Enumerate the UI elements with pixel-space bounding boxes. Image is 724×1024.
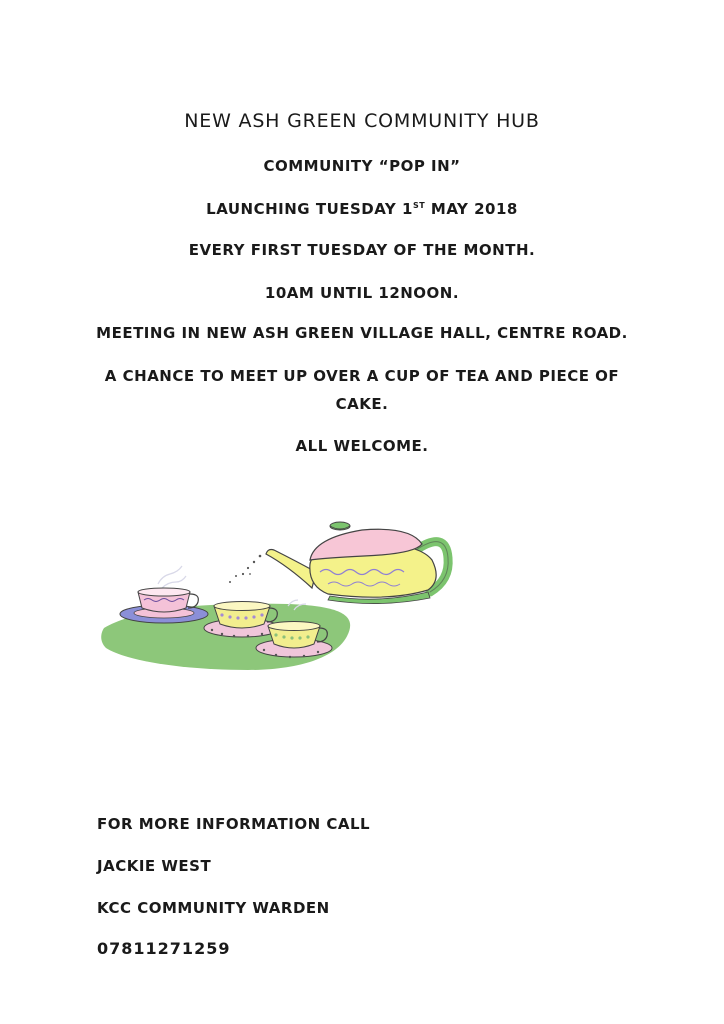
page-title: NEW ASH GREEN COMMUNITY HUB [184, 110, 540, 132]
contact-role: KCC COMMUNITY WARDEN [97, 899, 330, 917]
description-line-2: CAKE. [335, 395, 389, 413]
time-text: 10AM UNTIL 12NOON. [264, 284, 460, 302]
teapot-icon [266, 522, 448, 604]
launch-date-prefix: LAUNCHING TUESDAY 1 [206, 200, 413, 218]
frequency-text: EVERY FIRST TUESDAY OF THE MONTH. [188, 241, 536, 259]
tea-drops-icon [229, 555, 261, 583]
venue-text: MEETING IN NEW ASH GREEN VILLAGE HALL, CENTRE ROAD. [96, 324, 628, 342]
teapot-and-teacups-icon [98, 510, 458, 680]
welcome-text: ALL WELCOME. [295, 437, 429, 455]
launch-date [0, 200, 724, 218]
teacup-left-icon [120, 588, 208, 623]
launch-date-rest: MAY 2018 [425, 200, 518, 218]
event-name: COMMUNITY “POP IN” [263, 157, 461, 175]
contact-phone: 07811271259 [97, 939, 231, 958]
contact-name: JACKIE WEST [97, 857, 212, 875]
description-line-1: A CHANCE TO MEET UP OVER A CUP OF TEA AND PIECE OF [104, 367, 620, 385]
contact-intro: FOR MORE INFORMATION CALL [97, 815, 371, 833]
launch-date-ordinal: ST [412, 201, 426, 210]
